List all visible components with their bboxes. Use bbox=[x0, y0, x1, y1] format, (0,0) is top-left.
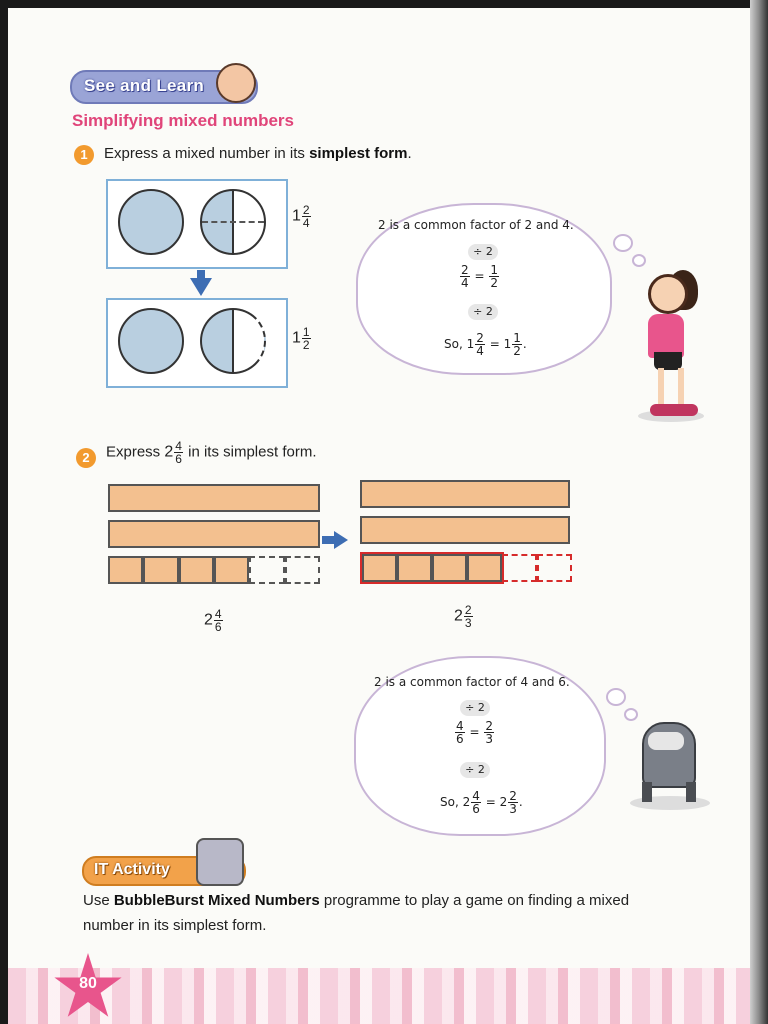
girl-mascot-icon bbox=[648, 274, 688, 314]
cloud-2-divide-top: ÷ 2 bbox=[460, 700, 490, 716]
bottom-circles-box bbox=[106, 298, 288, 388]
q1-text-before: Express a mixed number in its bbox=[104, 145, 310, 162]
top-circles-box bbox=[106, 179, 288, 269]
cloud-1-conclusion: So, 1 $\frac{2}{4}$ = 1 $\frac{1}{2}$ . bbox=[444, 331, 527, 358]
cloud-1-statement: 2 is a common factor of 2 and 4. bbox=[378, 218, 574, 232]
cloud-2-divide-bottom: ÷ 2 bbox=[460, 762, 490, 778]
page-number: 80 bbox=[79, 975, 97, 992]
bar-part-empty bbox=[537, 554, 572, 582]
quarters-circle bbox=[200, 189, 266, 255]
left-bar-label: 2 $\frac{4}{6}$ bbox=[204, 607, 222, 634]
cloud-2-conclusion: So, 2 $\frac{4}{6}$ = 2 $\frac{2}{3}$ . bbox=[440, 789, 523, 816]
whole-bar-3 bbox=[360, 480, 570, 508]
girl-shoes bbox=[650, 404, 698, 416]
section-title: Simplifying mixed numbers bbox=[72, 111, 294, 130]
it-activity-text: Use BubbleBurst Mixed Numbers programme to play a game on finding a mixed number in its simplest form. bbox=[83, 892, 630, 934]
bar-part-empty bbox=[502, 554, 537, 582]
see-and-learn-label: See and Learn bbox=[84, 76, 205, 95]
thought-bubble-dot bbox=[632, 254, 646, 267]
bottom-mixed-number: 1 $\frac{1}{2}$ bbox=[292, 325, 310, 352]
cloud-2-statement: 2 is a common factor of 4 and 6. bbox=[374, 675, 570, 689]
question-2-text: Express 2 $\frac{4}{6}$ in its simplest form. bbox=[106, 439, 317, 466]
whole-circle bbox=[118, 308, 184, 374]
whole-bar-4 bbox=[360, 516, 570, 544]
whole-circle bbox=[118, 189, 184, 255]
q1-text-bold: simplest form bbox=[309, 145, 408, 162]
whole-bar-1 bbox=[108, 484, 320, 512]
cloud-1-equation: $\frac{2}{4}$ = $\frac{1}{2}$ bbox=[461, 263, 498, 290]
top-mixed-number: 1 $\frac{2}{4}$ bbox=[292, 203, 310, 230]
cloud-1-divide-bottom: ÷ 2 bbox=[468, 304, 498, 320]
arrow-right-head bbox=[334, 531, 348, 549]
computer-mascot-icon bbox=[196, 838, 244, 886]
arrow-down-head bbox=[190, 278, 212, 296]
it-activity-label: IT Activity bbox=[94, 861, 170, 878]
girl-legs bbox=[658, 368, 684, 408]
bar-part-empty bbox=[285, 556, 320, 584]
thought-bubble-dot bbox=[624, 708, 638, 721]
robot-face bbox=[648, 732, 684, 750]
question-1-badge: 1 bbox=[74, 145, 94, 165]
question-2-badge: 2 bbox=[76, 448, 96, 468]
highlight-box bbox=[360, 552, 504, 584]
right-bar-label: 2 $\frac{2}{3}$ bbox=[454, 603, 472, 630]
textbook-page bbox=[8, 8, 750, 1024]
bar-part-empty bbox=[249, 556, 284, 584]
bar-part-filled bbox=[108, 556, 143, 584]
bar-part-filled bbox=[143, 556, 178, 584]
whole-bar-2 bbox=[108, 520, 320, 548]
cloud-1-divide-top: ÷ 2 bbox=[468, 244, 498, 260]
page-gutter-shadow bbox=[750, 0, 768, 1024]
boy-mascot-icon bbox=[216, 63, 256, 103]
thought-bubble-dot bbox=[606, 688, 626, 706]
cloud-2-equation: $\frac{4}{6}$ = $\frac{2}{3}$ bbox=[456, 719, 493, 746]
bar-part-filled bbox=[214, 556, 249, 584]
thought-bubble-dot bbox=[613, 234, 633, 252]
q1-text-after: . bbox=[407, 145, 412, 162]
robot-feet bbox=[642, 782, 696, 802]
bar-part-filled bbox=[179, 556, 214, 584]
question-1-text bbox=[104, 145, 412, 162]
halves-circle bbox=[200, 308, 266, 374]
